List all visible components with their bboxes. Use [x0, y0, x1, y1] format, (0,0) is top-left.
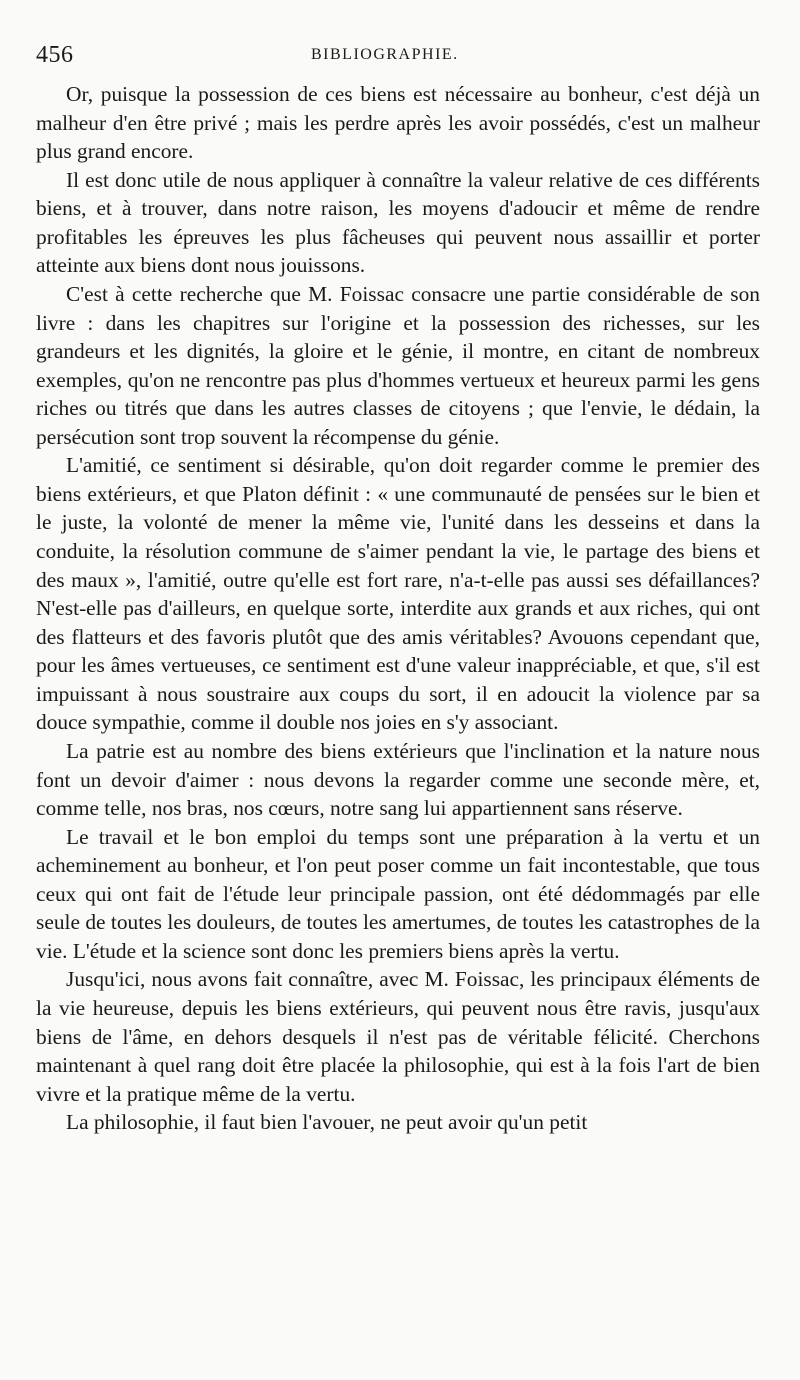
paragraph: Jusqu'ici, nous avons fait connaître, avec M. Foissac, les principaux éléments de la vie heureuse, depuis les biens extérieurs, qui peuvent nous être ravis, jusqu'aux biens de l'âme, en dehors desquels il n'est pas de véritable félicité. Cherchons maintenant à quel rang doit être placée la philosophie, qui est à la fois l'art de bien vivre et la pratique même de la vertu. [36, 967, 760, 1106]
body-text [36, 80, 760, 1137]
page-header [36, 42, 756, 72]
paragraph: Il est donc utile de nous appliquer à connaître la valeur relative de ces différents biens, et à trouver, dans notre raison, les moyens d'adoucir et même de rendre profitables les épreuves les plus fâcheuses qui peuvent nous assaillir et porter atteinte aux biens dont nous jouissons. [36, 167, 760, 278]
paragraph: La patrie est au nombre des biens extérieurs que l'inclination et la nature nous font un devoir d'aimer : nous devons la regarder comme une seconde mère, et, comme telle, nos bras, nos cœurs, notre sang lui appartiennent sans réserve. [36, 738, 760, 821]
paragraph: Le travail et le bon emploi du temps sont une préparation à la vertu et un acheminement au bonheur, et l'on peut poser comme un fait incontestable, que tous ceux qui ont fait de l'étude leur principale passion, ont été dédommagés par elle seule de toutes les douleurs, de toutes les amertumes, de toutes les catastrophes de la vie. L'étude et la science sont donc les premiers biens après la vertu. [36, 824, 760, 963]
page-number: 456 [36, 42, 74, 68]
paragraph: Or, puisque la possession de ces biens est nécessaire au bonheur, c'est déjà un malheur d'en être privé ; mais les perdre après les avoir possédés, c'est un malheur plus grand encore. [36, 82, 760, 164]
running-title: BIBLIOGRAPHIE. [311, 46, 459, 63]
paragraph: C'est à cette recherche que M. Foissac consacre une partie considérable de son livre : dans les chapitres sur l'origine et la possession des richesses, sur les grandeurs et les dignités, la gloire et le génie, il montre, en citant de nombreux exemples, qu'on ne rencontre pas plus d'hommes vertueux et heureux parmi les gens riches ou titrés que dans les autres classes de citoyens ; que l'envie, le dédain, la persécution sont trop souvent la récompense du génie. [36, 281, 760, 449]
paragraph: L'amitié, ce sentiment si désirable, qu'on doit regarder comme le premier des biens extérieurs, et que Platon définit : « une communauté de pensées sur le bien et le juste, la volonté de mener la même vie, l'unité dans les desseins et dans la conduite, la résolution commune de s'aimer pendant la vie, le partage des biens et des maux », l'amitié, outre qu'elle est fort rare, n'a-t-elle pas aussi ses défaillances? N'est-elle pas d'ailleurs, en quelque sorte, interdite aux grands et aux riches, qui ont des flatteurs et des favoris plutôt que des amis véritables? Avouons cependant que, pour les âmes vertueuses, ce sentiment est d'une valeur inappréciable, et que, s'il est impuissant à nous soustraire aux coups du sort, il en adoucit la violence par sa douce sympathie, comme il double nos joies en s'y associant. [36, 453, 760, 735]
paragraph: La philosophie, il faut bien l'avouer, ne peut avoir qu'un petit [66, 1110, 588, 1135]
